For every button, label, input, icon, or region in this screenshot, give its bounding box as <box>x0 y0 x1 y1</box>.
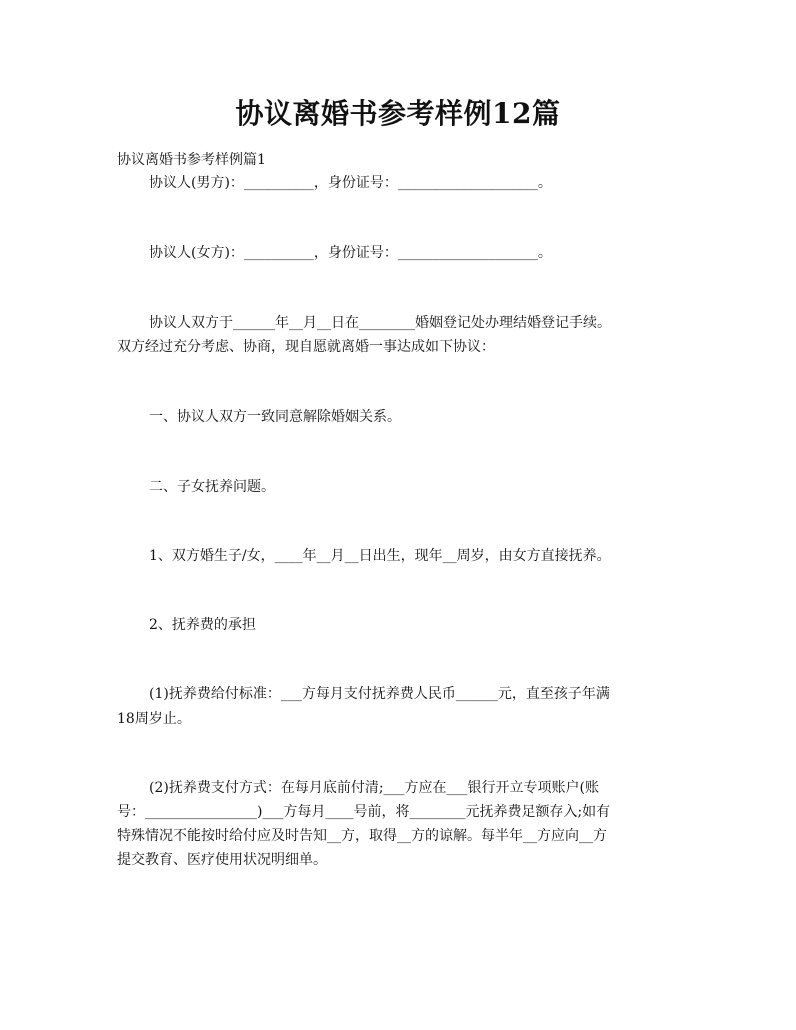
paragraph-line: 2、抚养费的承担 <box>149 617 256 633</box>
paragraph-line: 协议人(女方)：__________，身份证号：____________________。 <box>149 245 552 261</box>
document-title: 协议离婚书参考样例12篇 <box>235 97 561 130</box>
paragraph-line: 协议人双方于______年__月__日在________婚姻登记处办理结婚登记手续。 <box>149 315 611 331</box>
paragraph-line: 二、子女抚养问题。 <box>149 479 275 495</box>
paragraph-line: 18周岁止。 <box>117 711 191 727</box>
paragraph-line: 提交教育、医疗使用状况明细单。 <box>117 852 327 868</box>
paragraph-line: 一、协议人双方一致同意解除婚姻关系。 <box>149 409 401 425</box>
paragraph-line: 1、双方婚生子/女，____年__月__日出生，现年__周岁，由女方直接抚养。 <box>149 548 611 564</box>
paragraph-line: (1)抚养费给付标准：___方每月支付抚养费人民币______元，直至孩子年满 <box>149 686 610 702</box>
paragraph-line: 双方经过充分考虑、协商，现自愿就离婚一事达成如下协议： <box>117 339 495 355</box>
paragraph-line: 协议人(男方)：__________，身份证号：____________________。 <box>149 175 552 191</box>
paragraph-line: 特殊情况不能按时给付应及时告知__方，取得__方的谅解。每半年__方应向__方 <box>117 828 607 844</box>
section-heading: 协议离婚书参考样例篇1 <box>117 152 266 168</box>
paragraph-line: 号：________________)___方每月____号前，将________元抚养费足额存入;如有 <box>117 804 611 820</box>
paragraph-line: (2)抚养费支付方式：在每月底前付清;___方应在___银行开立专项账户(账 <box>149 780 600 796</box>
